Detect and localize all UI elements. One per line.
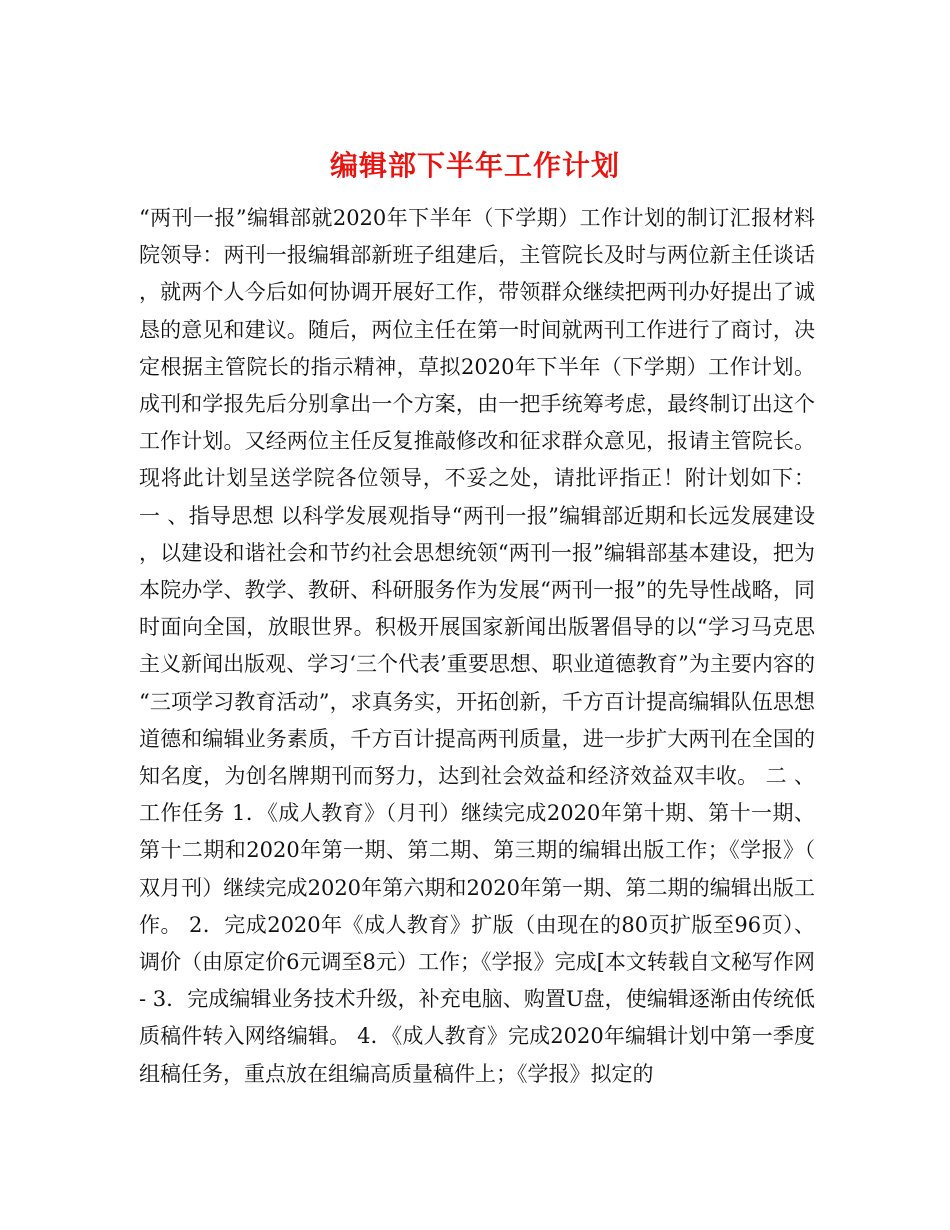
document-body: “两刊一报”编辑部就2020年下半年（下学期）工作计划的制订汇报材料 院领导：两刊一报编辑部新班子组建后，主管院长及时与两位新主任谈话，就两个人今后如何协调开展好工作，带领群众继续把两刊办好提出了诚恳的意见和建议。随后，两位主任在第一时间就两刊工作进行了商讨，决定根据主管院长的指示精神，草拟2020年下半年（下学期）工作计划。成刊和学报先后分别拿出一个方案，由一把手统筹考虑，最终制订出这个工作计划。又经两位主任反复推敲修改和征求群众意见，报请主管院长。现将此计划呈送学院各位领导，不妥之处，请批评指正！附计划如下： 一 、指导思想 以科学发展观指导“两刊一报”编辑部近期和长远发展建设，以建设和谐社会和节约社会思想统领“两刊一报”编辑部基本建设，把为本院办学、教学、教研、科研服务作为发展“两刊一报”的先导性战略，同时面向全国，放眼世界。积极开展国家新闻出版署倡导的以“学习马克思主义新闻出版观、学习‘三个代表’重要思想、职业道德教育”为主要内容的“三项学习教育活动”，求真务实，开拓创新，千方百计提高编辑队伍思想道德和编辑业务素质，千方百计提高两刊质量，进一步扩大两刊在全国的知名度，为创名牌期刊而努力，达到社会效益和经济效益双丰收。 二 、工作任务 1．《成人教育》（月刊）继续完成2020年第十期、第十一期、第十二期和2020年第一期、第二期、第三期的编辑出版工作；《学报》（双月刊）继续完成2020年第六期和2020年第一期、第二期的编辑出版工作。 2．完成2020年《成人教育》扩版（由现在的80页扩版至96页）、调价（由原定价6元调至8元）工作；《学报》完成[本文转载自文秘写作网- 3．完成编辑业务技术升级，补充电脑、购置U盘，使编辑逐渐由传统低质稿件转入网络编辑。 4．《成人教育》完成2020年编辑计划中第一季度组稿任务，重点放在组编高质量稿件上；《学报》拟定的	[139, 206, 815, 1086]
document-title: 编辑部下半年工作计划	[329, 148, 620, 182]
